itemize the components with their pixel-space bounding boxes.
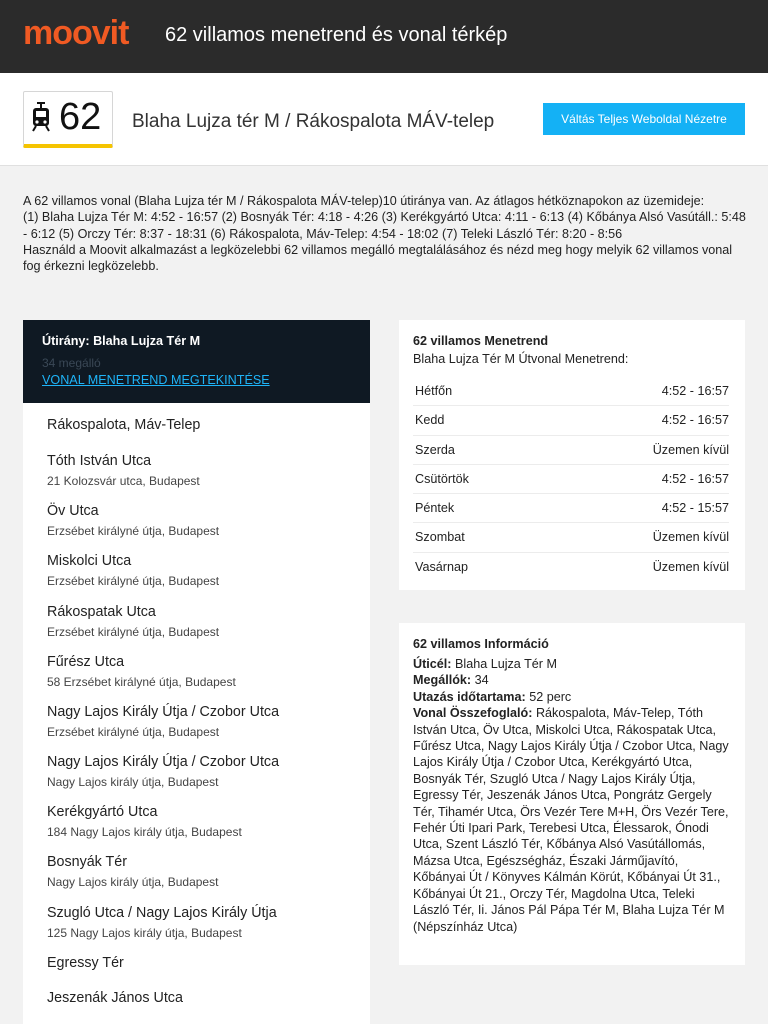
info-value: 52 perc xyxy=(529,689,572,704)
schedule-hours: 4:52 - 15:57 xyxy=(661,501,729,516)
schedule-day: Kedd xyxy=(415,413,445,428)
schedule-subtitle: Blaha Lujza Tér M Útvonal Menetrend: xyxy=(413,352,629,366)
info-value: Blaha Lujza Tér M xyxy=(455,657,557,671)
stop-count: 34 megálló xyxy=(42,356,101,370)
list-item[interactable] xyxy=(47,704,279,739)
info-duration xyxy=(413,689,733,705)
full-site-view-button[interactable]: Váltás Teljes Weboldal Nézetre xyxy=(543,103,745,135)
stop-name: Tóth István Utca xyxy=(47,453,152,469)
stop-address: 21 Kolozsvár utca, Budapest xyxy=(47,474,200,488)
info-label: Úticél: xyxy=(413,657,452,671)
schedule-day: Vasárnap xyxy=(415,559,468,574)
list-item[interactable] xyxy=(47,604,219,639)
schedule-hours: Üzemen kívül xyxy=(652,530,729,545)
info-stops xyxy=(413,672,733,688)
table-row xyxy=(413,523,729,552)
page-title: 62 villamos menetrend és vonal térkép xyxy=(165,24,508,46)
list-item[interactable] xyxy=(47,417,200,433)
intro-line-2: (1) Blaha Lujza Tér M: 4:52 - 16:57 (2) Bosnyák Tér: 4:18 - 4:26 (3) Kerékgyártó Utca: 4:11 - 6:13 (4) Kőbánya Alsó Vasútáll.: 5:48 - 6:12 (5) Orczy Tér: 8:37 - 18:31 (6) Rákospalota, Máv-Telep: 4:54 - 18:02 (7) Teleki László Tér: 8:20 - 8:56 xyxy=(23,210,746,241)
stop-name: Kerékgyártó Utca xyxy=(47,804,158,820)
info-body xyxy=(413,656,733,935)
list-item[interactable] xyxy=(47,453,200,488)
table-row xyxy=(413,436,729,465)
stop-address: Erzsébet királyné útja, Budapest xyxy=(47,574,220,588)
schedule-day: Csütörtök xyxy=(415,471,469,486)
list-item[interactable] xyxy=(47,754,279,789)
schedule-day: Szombat xyxy=(415,530,465,545)
info-title: 62 villamos Információ xyxy=(413,637,549,651)
stop-address: Erzsébet királyné útja, Budapest xyxy=(47,625,220,639)
list-item[interactable] xyxy=(47,854,218,889)
stop-name: Öv Utca xyxy=(47,503,99,519)
line-number: 62 xyxy=(59,96,102,138)
line-badge xyxy=(23,91,113,148)
stop-address: 58 Erzsébet királyné útja, Budapest xyxy=(47,675,236,689)
table-row xyxy=(413,553,729,581)
info-label: Vonal Összefoglaló: xyxy=(413,706,533,721)
stop-name: Szugló Utca / Nagy Lajos Király Útja xyxy=(47,905,277,921)
stop-name: Egressy Tér xyxy=(47,955,124,971)
schedule-day: Péntek xyxy=(415,501,455,516)
table-row xyxy=(413,494,729,523)
list-item[interactable] xyxy=(47,553,219,588)
tram-icon xyxy=(31,102,51,132)
stop-address: Erzsébet királyné útja, Budapest xyxy=(47,524,220,538)
info-value: 34 xyxy=(474,673,489,688)
info-label: Utazás időtartama: xyxy=(413,689,526,704)
schedule-day: Hétfőn xyxy=(415,384,453,398)
schedule-hours: 4:52 - 16:57 xyxy=(661,413,729,428)
info-card xyxy=(399,623,745,965)
list-item[interactable] xyxy=(47,990,183,1006)
schedule-day: Szerda xyxy=(415,442,455,457)
top-bar xyxy=(0,0,768,73)
schedule-table xyxy=(413,377,729,581)
stop-name: Fűrész Utca xyxy=(47,654,125,670)
stop-address: Erzsébet királyné útja, Budapest xyxy=(47,725,220,739)
schedule-hours: Üzemen kívül xyxy=(652,442,729,457)
schedule-title: 62 villamos Menetrend xyxy=(413,334,549,348)
route-description xyxy=(23,193,747,274)
moovit-logo[interactable]: moovit xyxy=(23,14,129,52)
list-item[interactable] xyxy=(47,804,242,839)
direction-panel xyxy=(23,320,370,403)
table-row xyxy=(413,377,729,406)
stop-name: Nagy Lajos Király Útja / Czobor Utca xyxy=(47,704,280,720)
table-row xyxy=(413,406,729,435)
intro-line-1: A 62 villamos vonal (Blaha Lujza tér M / Rákospalota MÁV-telep)10 útiránya van. Az átlagos hétköznapokon az üzemideje: xyxy=(23,194,705,208)
stop-address: 125 Nagy Lajos király útja, Budapest xyxy=(47,926,242,940)
stop-name: Rákospalota, Máv-Telep xyxy=(47,417,201,433)
stops-list xyxy=(23,403,370,1024)
info-label: Megállók: xyxy=(413,673,472,688)
stop-address: Nagy Lajos király útja, Budapest xyxy=(47,775,219,789)
schedule-card xyxy=(399,320,745,590)
stop-name: Jeszenák János Utca xyxy=(47,990,183,1006)
stop-name: Nagy Lajos Király Útja / Czobor Utca xyxy=(47,754,280,770)
intro-line-3: Használd a Moovit alkalmazást a legközelebbi 62 villamos megálló megtalálásához és nézd meg hogy melyik 62 villamos vonal fog érkezni legközelebb. xyxy=(23,242,733,274)
list-item[interactable] xyxy=(47,955,124,971)
list-item[interactable] xyxy=(47,503,219,538)
direction-title: Útirány: Blaha Lujza Tér M xyxy=(42,334,201,348)
stop-address: 184 Nagy Lajos király útja, Budapest xyxy=(47,825,242,839)
list-item[interactable] xyxy=(47,905,277,940)
schedule-hours: 4:52 - 16:57 xyxy=(661,384,729,398)
stop-name: Bosnyák Tér xyxy=(47,854,127,870)
info-destination xyxy=(413,656,733,672)
schedule-hours: Üzemen kívül xyxy=(652,559,729,574)
route-title: Blaha Lujza tér M / Rákospalota MÁV-telep xyxy=(132,111,495,132)
stop-name: Rákospatak Utca xyxy=(47,604,156,620)
schedule-hours: 4:52 - 16:57 xyxy=(661,471,729,486)
list-item[interactable] xyxy=(47,654,236,689)
stop-name: Miskolci Utca xyxy=(47,553,132,569)
info-summary xyxy=(413,705,733,935)
info-value: Rákospalota, Máv-Telep, Tóth István Utca, Öv Utca, Miskolci Utca, Rákospatak Utca, Fűrész Utca, Nagy Lajos Király Útja / Czobor Utca, Nagy Lajos Király Útja / Czobor Utca, Kerékgyártó Utca, Bosnyák Tér, Szugló Utca / Nagy Lajos Király Útja, Egressy Tér, Jeszenák János Utca, Pongrátz Gergely Tér, Tihamér Utca, Örs Vezér Tere M+H, Örs Vezér Tere, Fehér Úti Ipari Park, Terebesi Utca, Élessarok, Ónodi Utca, Szent László Tér, Kőbánya Alsó Vasútállomás, Mázsa Utca, Egészségház, Északi Járműjavító, Kőbányai Út / Könyves Kálmán Körút, Kőbányai Út 31., Kőbányai Út 21., Orczy Tér, Magdolna Utca, Teleki László Tér, Ii. János Pál Pápa Tér M, Blaha Lujza Tér M (Népszínház Utca) xyxy=(413,706,729,934)
table-row xyxy=(413,465,729,494)
view-schedule-link[interactable]: VONAL MENETREND MEGTEKINTÉSE xyxy=(42,373,270,387)
stop-address: Nagy Lajos király útja, Budapest xyxy=(47,875,219,889)
